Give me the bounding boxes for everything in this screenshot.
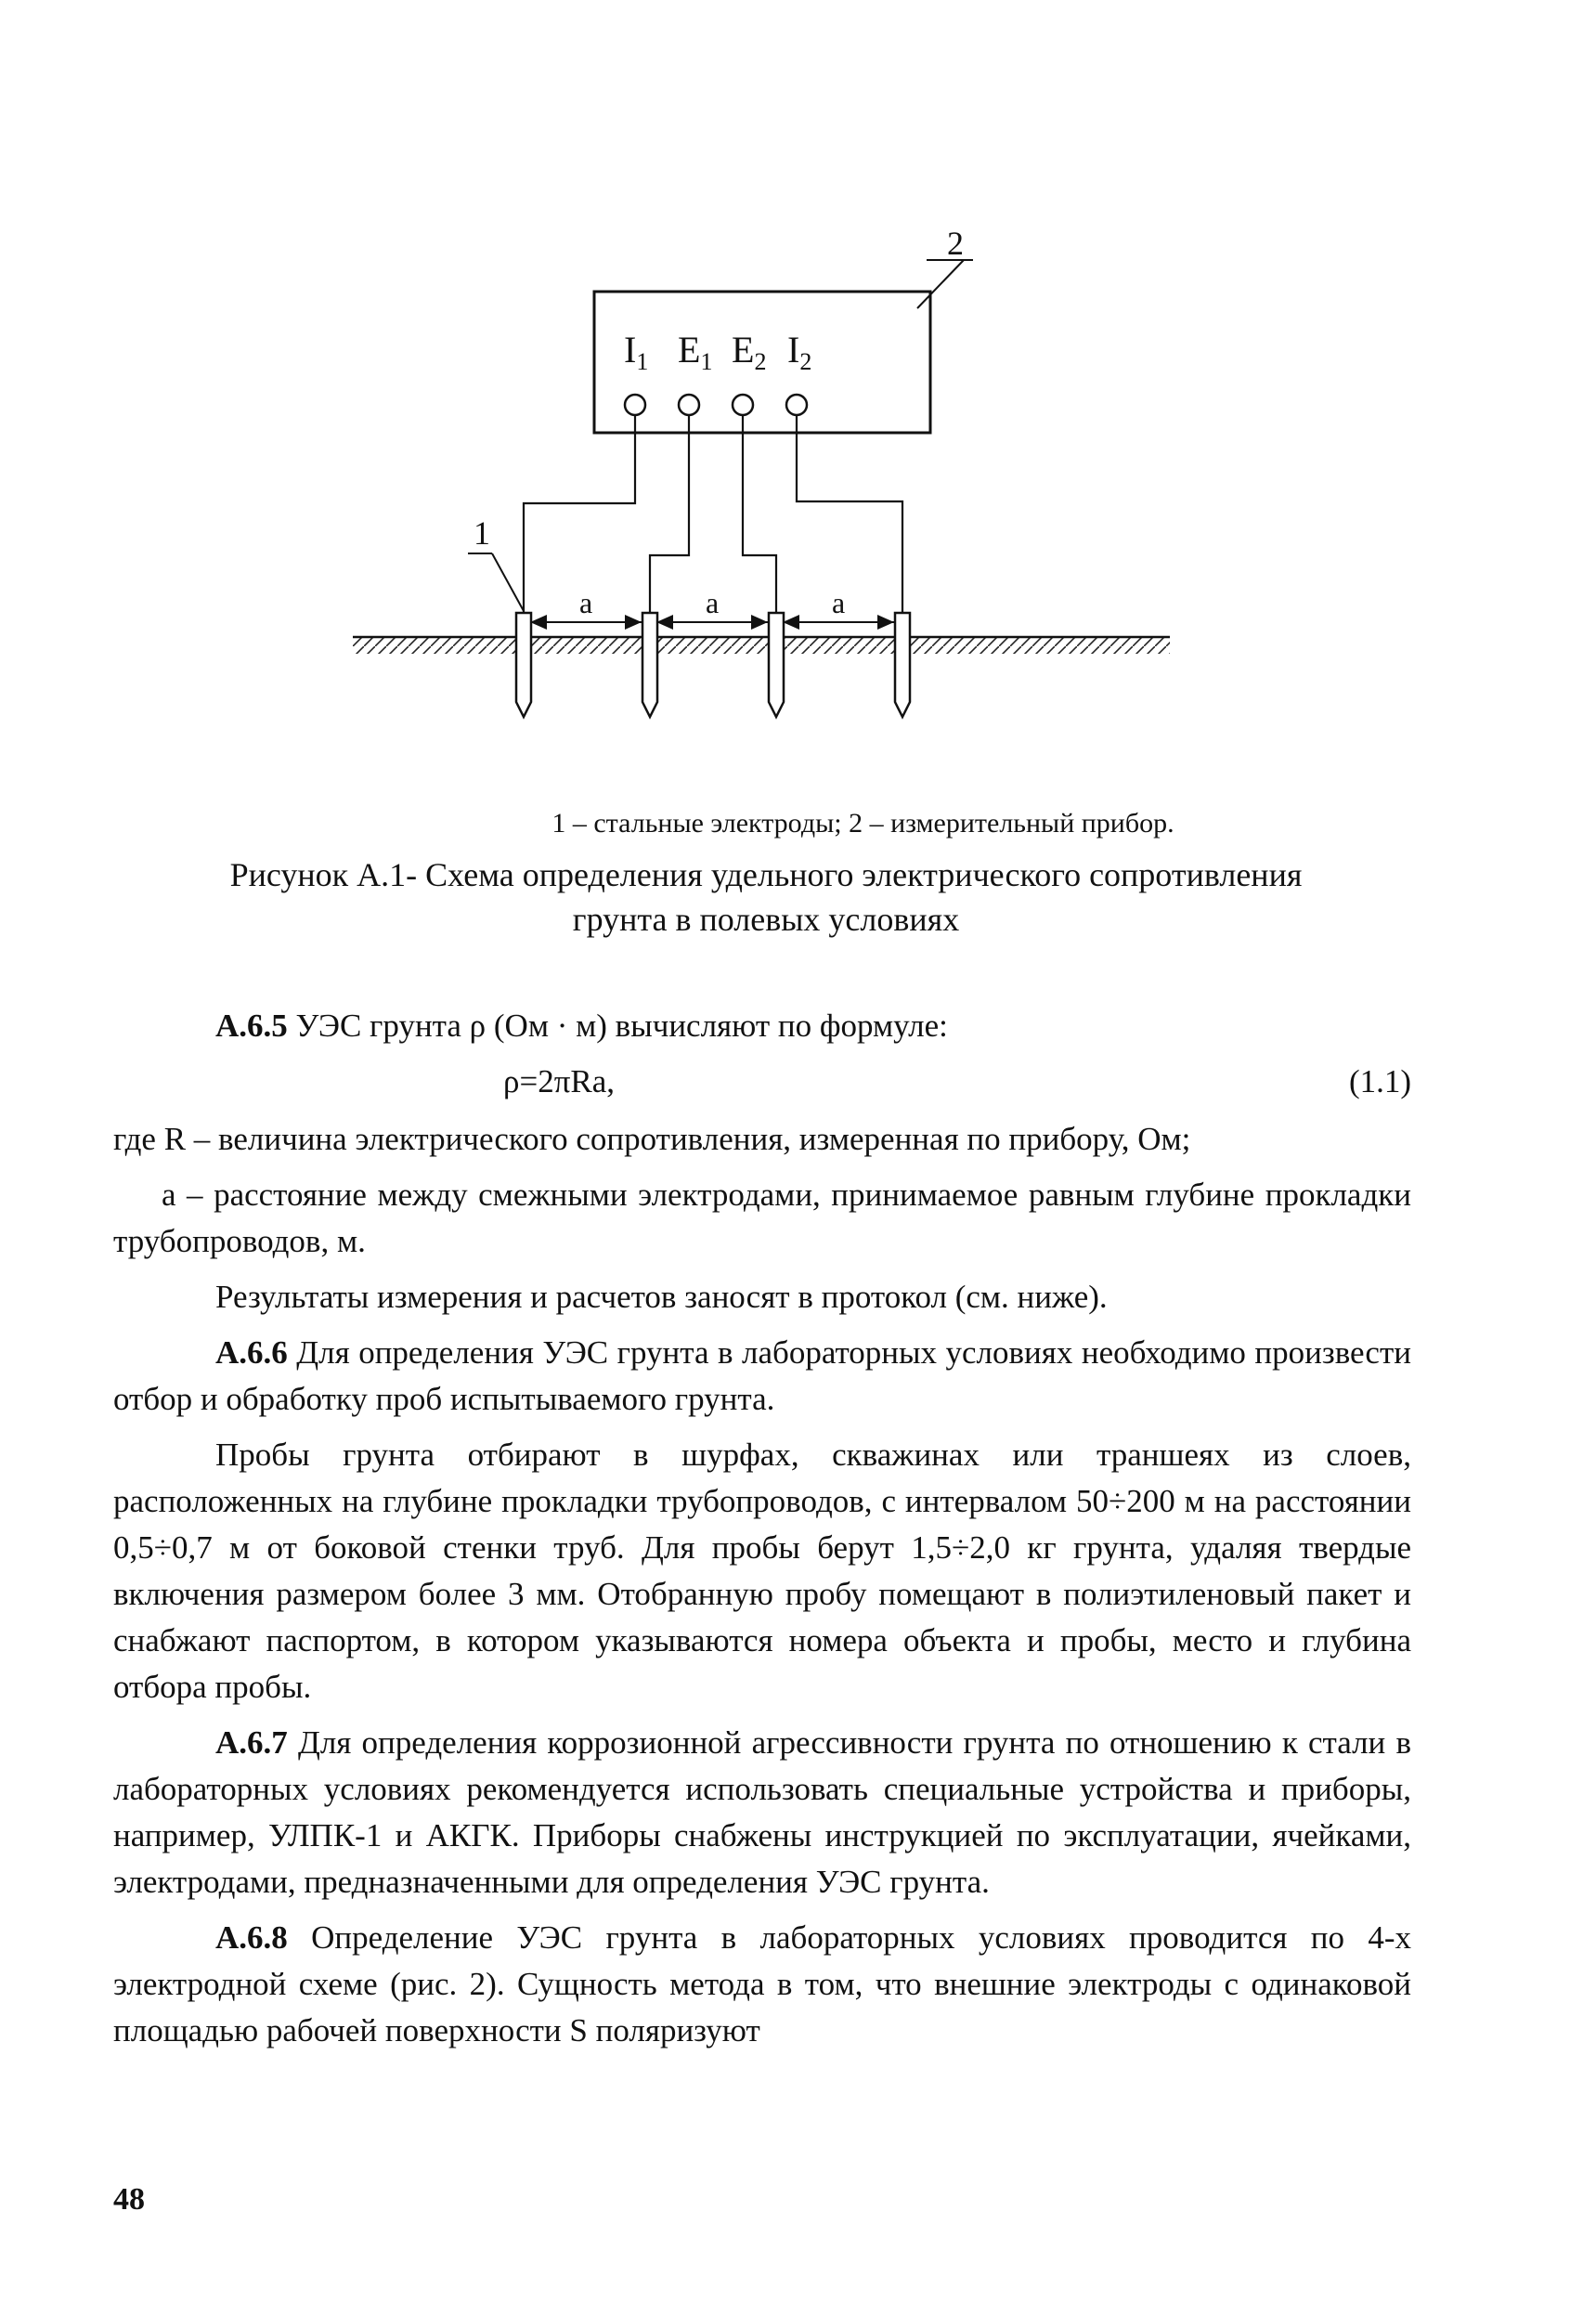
- formula-row: [113, 1059, 1411, 1111]
- field-measurement-diagram: [353, 223, 1170, 743]
- spacing-label-2: a: [706, 586, 720, 619]
- electrode-3: [769, 613, 784, 717]
- formula: ρ=2πRa,: [503, 1063, 616, 1099]
- section-number: А.6.7: [215, 1724, 288, 1761]
- body-text: [113, 1003, 1411, 2063]
- terminal-label-i2: $I_2$: [787, 329, 812, 375]
- caption-line-1: Рисунок А.1- Схема определения удельного электрического сопротивления: [229, 856, 1303, 893]
- terminal-label-e1: $E_1$: [678, 329, 713, 375]
- electrode-4: [895, 613, 910, 717]
- page-number: 48: [113, 2182, 145, 2217]
- electrode-marker: 1: [474, 514, 490, 552]
- wire-e1: [650, 415, 689, 628]
- figure-legend: 1 – стальные электроды; 2 – измерительный прибор.: [551, 808, 1174, 839]
- wire-i2: [797, 415, 902, 628]
- electrode-leader-line: [492, 553, 524, 611]
- figure-caption: [121, 852, 1411, 942]
- paragraph-samples: Пробы грунта отбирают в шурфах, скважинах или траншеях из слоев, расположенных на глубине прокладки трубопроводов, с интервалом 50÷200 м на расстоянии 0,5÷0,7 м от боковой стенки труб. Для пробы берут 1,5÷2,0 кг грунта, удаляя твердые включения размером более 3 мм. Отобранную пробу помещают в полиэтиленовый пакет и снабжают паспортом, в котором указываются номера объекта и пробы, место и глубина отбора пробы.: [113, 1437, 1411, 1705]
- paragraph-text: Для определения УЭС грунта в лабораторных условиях необходимо произвести отбор и обработку проб испытываемого грунта.: [113, 1334, 1411, 1417]
- spacing-label-3: a: [832, 586, 846, 619]
- paragraph-text: Определение УЭС грунта в лабораторных условиях проводится по 4-х электродной схеме (рис. 2). Сущность метода в том, что внешние электроды с одинаковой площадью рабочей поверхности S поляризуют: [113, 1919, 1411, 2048]
- terminal-label-e2: $E_2$: [732, 329, 767, 375]
- paragraph-a65: [113, 1003, 1411, 1049]
- device-leader-line: [917, 260, 964, 308]
- section-number: А.6.5: [215, 1008, 288, 1044]
- paragraph-text: УЭС грунта ρ (Ом · м) вычисляют по формуле:: [287, 1008, 948, 1044]
- paragraph-where-a: а – расстояние между смежными электродами, принимаемое равным глубине прокладки трубопроводов, м.: [113, 1177, 1411, 1259]
- paragraph-a66: [113, 1330, 1411, 1423]
- caption-line-2: грунта в полевых условиях: [572, 901, 960, 938]
- terminal-label-i1: $I_1$: [624, 329, 649, 375]
- paragraph-text: Для определения коррозионной агрессивности грунта по отношению к стали в лабораторных условиях рекомендуется использовать специальные устройства и приборы, например, УЛПК-1 и АКГК. Приборы снабжены инструкцией по эксплуатации, ячейками, электродами, предназначенными для определения УЭС грунта.: [113, 1724, 1411, 1900]
- ground-hatch: [353, 637, 1170, 654]
- section-number: А.6.8: [215, 1919, 288, 1956]
- electrode-1: [516, 613, 531, 717]
- terminal-e2: [733, 395, 753, 415]
- paragraph-a68: [113, 1915, 1411, 2054]
- electrode-2: [642, 613, 657, 717]
- paragraph-results: Результаты измерения и расчетов заносят в протокол (см. ниже).: [215, 1279, 1108, 1315]
- formula-number: (1.1): [1348, 1063, 1411, 1099]
- paragraph-a67: [113, 1720, 1411, 1905]
- wire-e2: [743, 415, 776, 628]
- terminal-i2: [786, 395, 807, 415]
- paragraph-where-r: где R – величина электрического сопротивления, измеренная по прибору, Ом;: [113, 1121, 1191, 1157]
- terminal-e1: [679, 395, 699, 415]
- spacing-label-1: a: [579, 586, 593, 619]
- section-number: А.6.6: [215, 1334, 288, 1371]
- terminal-i1: [625, 395, 645, 415]
- device-marker: 2: [947, 225, 964, 262]
